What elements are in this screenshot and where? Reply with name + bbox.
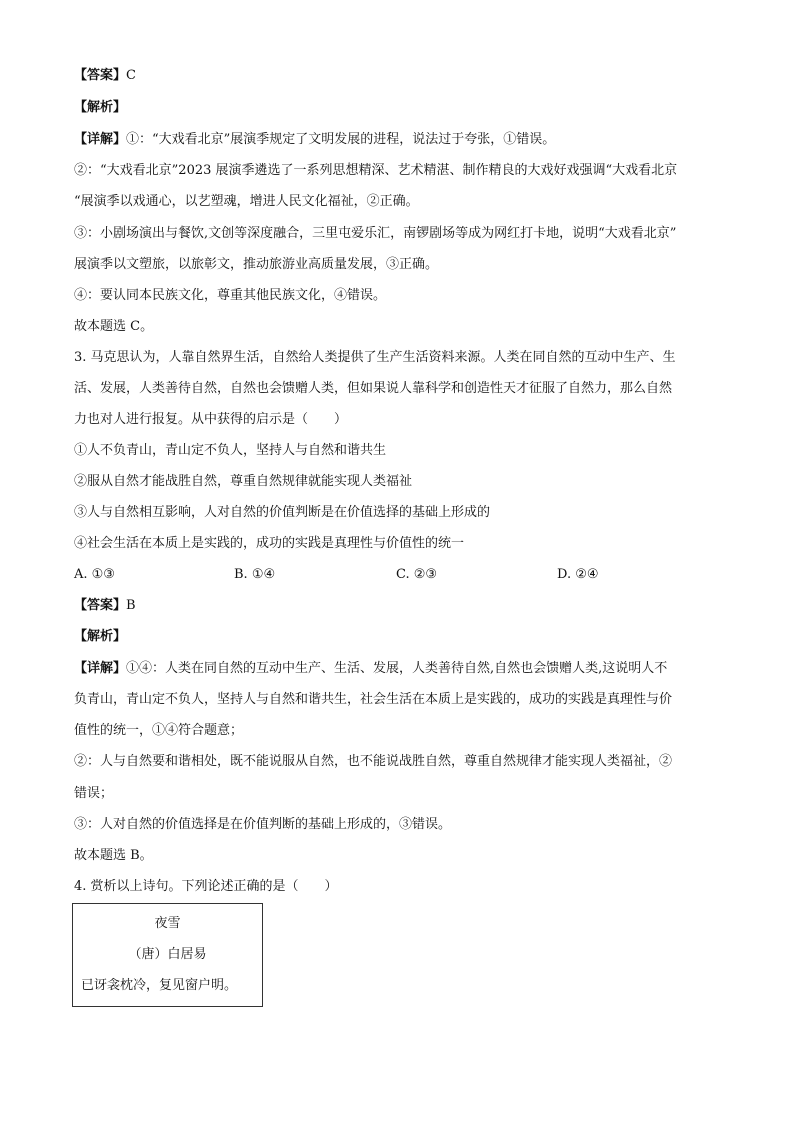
answer-value: C bbox=[126, 68, 136, 83]
answer-value: B bbox=[126, 598, 136, 613]
answer-tag: 【答案】 bbox=[74, 68, 127, 83]
q3-stem-line-1: 3. 马克思认为，人靠自然界生活，自然给人类提供了生产生活资料来源。人类在同自然的互动中生产、生 bbox=[74, 350, 676, 365]
q3-stem-line-3: 力也对人进行报复。从中获得的启示是（ ） bbox=[74, 412, 348, 427]
q2-detail-text: ①：“大戏看北京”展演季规定了文明发展的进程，说法过于夸张，①错误。 bbox=[126, 132, 556, 147]
q3-statement-1: ①人不负青山，青山定不负人，坚持人与自然和谐共生 bbox=[74, 443, 387, 458]
q2-detail-line-4: ③：小剧场演出与餐饮,文创等深度融合，三里屯爱乐汇，南锣剧场等成为网红打卡地，说明“大戏看北京” bbox=[74, 226, 677, 241]
q2-detail-line-5: 展演季以文塑旅，以旅彰文，推动旅游业高质量发展，③正确。 bbox=[74, 257, 439, 272]
detail-tag: 【详解】 bbox=[74, 661, 127, 676]
q3-answer-line bbox=[74, 597, 136, 615]
q3-detail-line-2: 负青山，青山定不负人，坚持人与自然和谐共生，社会生活在本质上是实践的，成功的实践是真理性与价 bbox=[74, 692, 673, 707]
q3-option-b: B. ①④ bbox=[234, 567, 276, 582]
q3-statement-2: ②服从自然才能战胜自然，尊重自然规律就能实现人类福祉 bbox=[74, 474, 413, 489]
q3-statement-3: ③人与自然相互影响，人对自然的价值判断是在价值选择的基础上形成的 bbox=[74, 505, 491, 520]
q3-detail-line-1 bbox=[74, 660, 667, 678]
q3-option-d: D. ②④ bbox=[557, 567, 599, 582]
q2-analysis-tag: 【解析】 bbox=[74, 100, 127, 115]
answer-tag: 【答案】 bbox=[74, 598, 127, 613]
q3-conclusion: 故本题选 B。 bbox=[74, 848, 153, 863]
q2-detail-line-6: ④：要认同本民族文化，尊重其他民族文化，④错误。 bbox=[74, 288, 387, 303]
q3-stem-line-2: 活、发展，人类善待自然，自然也会馈赠人类，但如果说人靠科学和创造性天才征服了自然力，那么自然 bbox=[74, 381, 673, 396]
q3-detail-line-6: ③：人对自然的价值选择是在价值判断的基础上形成的，③错误。 bbox=[74, 817, 452, 832]
poem-title: 夜雪 bbox=[154, 916, 181, 931]
q3-detail-line-5: 错误； bbox=[74, 786, 114, 801]
q3-statement-4: ④社会生活在本质上是实践的，成功的实践是真理性与价值性的统一 bbox=[74, 536, 465, 551]
detail-tag: 【详解】 bbox=[74, 132, 127, 147]
q3-detail-line-3: 值性的统一，①④符合题意； bbox=[74, 723, 244, 738]
q3-analysis-tag: 【解析】 bbox=[74, 629, 127, 644]
q4-stem: 4. 赏析以上诗句。下列论述正确的是（ ） bbox=[74, 879, 338, 894]
q3-detail-line-4: ②：人与自然要和谐相处，既不能说服从自然，也不能说战胜自然，尊重自然规律才能实现人类福祉，② bbox=[74, 754, 673, 769]
q3-option-a: A. ①③ bbox=[74, 567, 115, 582]
q2-conclusion: 故本题选 C。 bbox=[74, 319, 154, 334]
q3-option-c: C. ②③ bbox=[396, 567, 438, 582]
q3-detail-text: ①④：人类在同自然的互动中生产、生活、发展，人类善待自然,自然也会馈赠人类,这说明人不 bbox=[126, 661, 668, 676]
q2-detail-line-2: ②：“大戏看北京”2023 展演季遴选了一系列思想精深、艺术精湛、制作精良的大戏好戏强调“大戏看北京 bbox=[74, 163, 678, 178]
q2-detail-line-1 bbox=[74, 131, 555, 149]
q2-detail-line-3: “展演季以戏通心，以艺塑魂，增进人民文化福祉，②正确。 bbox=[74, 194, 419, 209]
poem-box bbox=[72, 903, 263, 1007]
poem-line-1: 已讶衾枕冷，复见窗户明。 bbox=[81, 978, 238, 993]
poem-author: （唐）白居易 bbox=[128, 947, 207, 962]
q2-answer-line bbox=[74, 67, 136, 85]
